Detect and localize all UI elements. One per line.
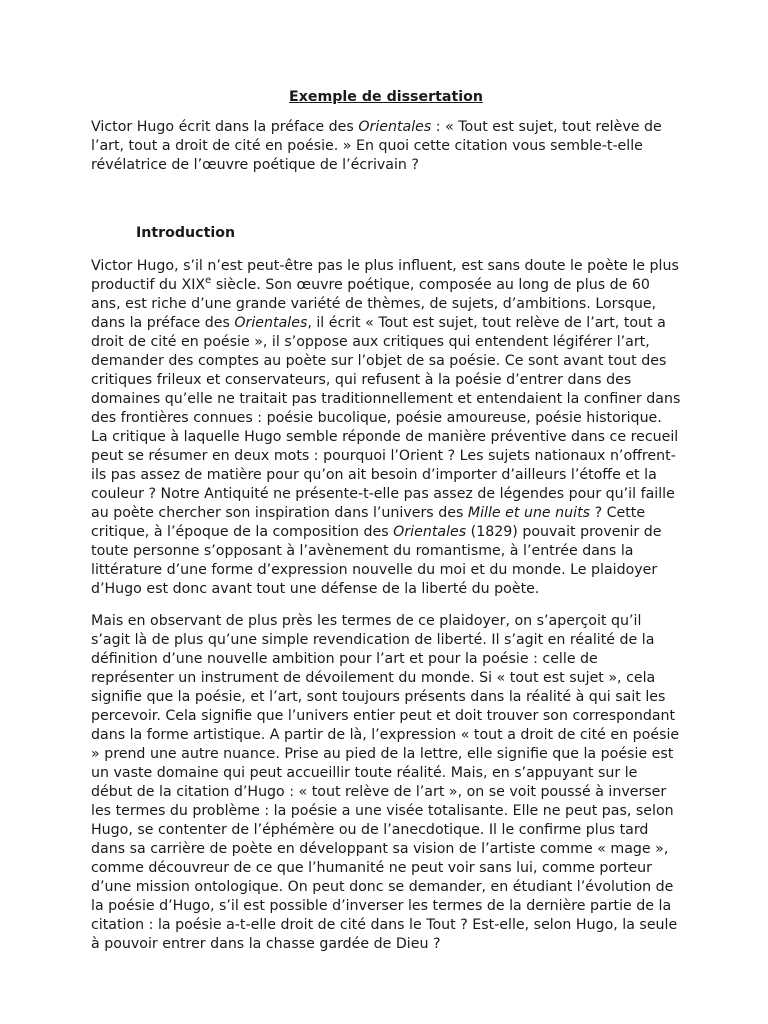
section-heading: Introduction xyxy=(136,225,236,241)
para1-text-3: , il écrit « Tout est sujet, tout relève de l’art, tout a droit de cité en poésie », il s’oppose aux critiques qui entendent légiférer l’art, demander des comptes au poète sur l’objet de sa poésie. Ce sont avant tout des critiques frileux et conservateurs, qui refusent à la poésie d’entrer dans des domaines qu’elle ne traitait pas traditionnellement et entendaient la confiner dans des frontières connues : poésie bucolique, poésie amoureuse, poésie historique. La critique à laquelle Hugo semble réponde de manière préventive dans ce recueil peut se résumer en deux mots : pourquoi l’Orient ? Les sujets nationaux n’offrent-ils pas assez de matière pour qu’on ait besoin d’importer d’ailleurs l’étoffe et la couleur ? Notre Antiquité ne présente-t-elle pas assez de légendes pour qu’il faille au poète chercher son inspiration dans l’univers des xyxy=(91,315,681,521)
para1-italic-mille-nuits: Mille et une nuits xyxy=(467,505,591,521)
prompt-work-title: Orientales xyxy=(358,119,432,135)
dissertation-prompt xyxy=(91,118,681,175)
para1-text-5: (1829) pouvait provenir de toute personne s’opposant à l’avènement du romantisme, à l’entrée dans la littérature d’une forme d’expression nouvelle du moi et du monde. Le plaidoyer d’Hugo est donc avant tout une défense de la liberté du poète. xyxy=(91,524,662,597)
para1-italic-orientales-1: Orientales xyxy=(234,315,308,331)
para1-text-4: ? Cette critique, à l’époque de la composition des xyxy=(91,505,646,540)
introduction-paragraph-1 xyxy=(91,257,681,599)
prompt-text-end: : « Tout est sujet, tout relève de l’art, tout a droit de cité en poésie. » En quoi cette citation vous semble-t-elle révélatrice de l’œuvre poétique de l’écrivain ? xyxy=(91,119,662,173)
para1-text-1: Victor Hugo, s’il n’est peut-être pas le plus influent, est sans doute le poète le plus productif du XIX xyxy=(91,258,679,293)
document-title: Exemple de dissertation xyxy=(289,89,483,105)
document-page xyxy=(91,88,681,954)
century-superscript: e xyxy=(205,275,212,286)
para1-italic-orientales-2: Orientales xyxy=(393,524,467,540)
prompt-text-start: Victor Hugo écrit dans la préface des xyxy=(91,119,359,135)
para1-text-2: siècle. Son œuvre poétique, composée au long de plus de 60 ans, est riche d’une grande variété de thèmes, de sujets, d’ambitions. Lorsque, dans la préface des xyxy=(91,277,657,331)
introduction-paragraph-2: Mais en observant de plus près les termes de ce plaidoyer, on s’aperçoit qu’il s’agit là de plus qu’une simple revendication de liberté. Il s’agit en réalité de la définition d’une nouvelle ambition pour l’art et pour la poésie : celle de représenter un instrument de dévoilement du monde. Si « tout est sujet », cela signifie que la poésie, et l’art, sont toujours présents dans la réalité à qui sait les percevoir. Cela signifie que l’univers entier peut et doit trouver son correspondant dans la forme artistique. A partir de là, l’expression « tout a droit de cité en poésie » prend une autre nuance. Prise au pied de la lettre, elle signifie que la poésie est un vaste domaine qui peut accueillir toute réalité. Mais, en s’appuyant sur le début de la citation d’Hugo : « tout relève de l’art », on se voit poussé à inverser les termes du problème : la poésie a une visée totalisante. Elle ne peut pas, selon Hugo, se contenter de l’éphémère ou de l’anecdotique. Il le confirme plus tard dans sa carrière de poète en développant sa vision de l’artiste comme « mage », comme découvreur de ce que l’humanité ne peut voir sans lui, comme porteur d’une mission ontologique. On peut donc se demander, en étudiant l’évolution de la poésie d’Hugo, s’il est possible d’inverser les termes de la dernière partie de la citation : la poésie a-t-elle droit de cité dans le Tout ? Est-elle, selon Hugo, la seule à pouvoir entrer dans la chasse gardée de Dieu ? xyxy=(91,613,680,952)
